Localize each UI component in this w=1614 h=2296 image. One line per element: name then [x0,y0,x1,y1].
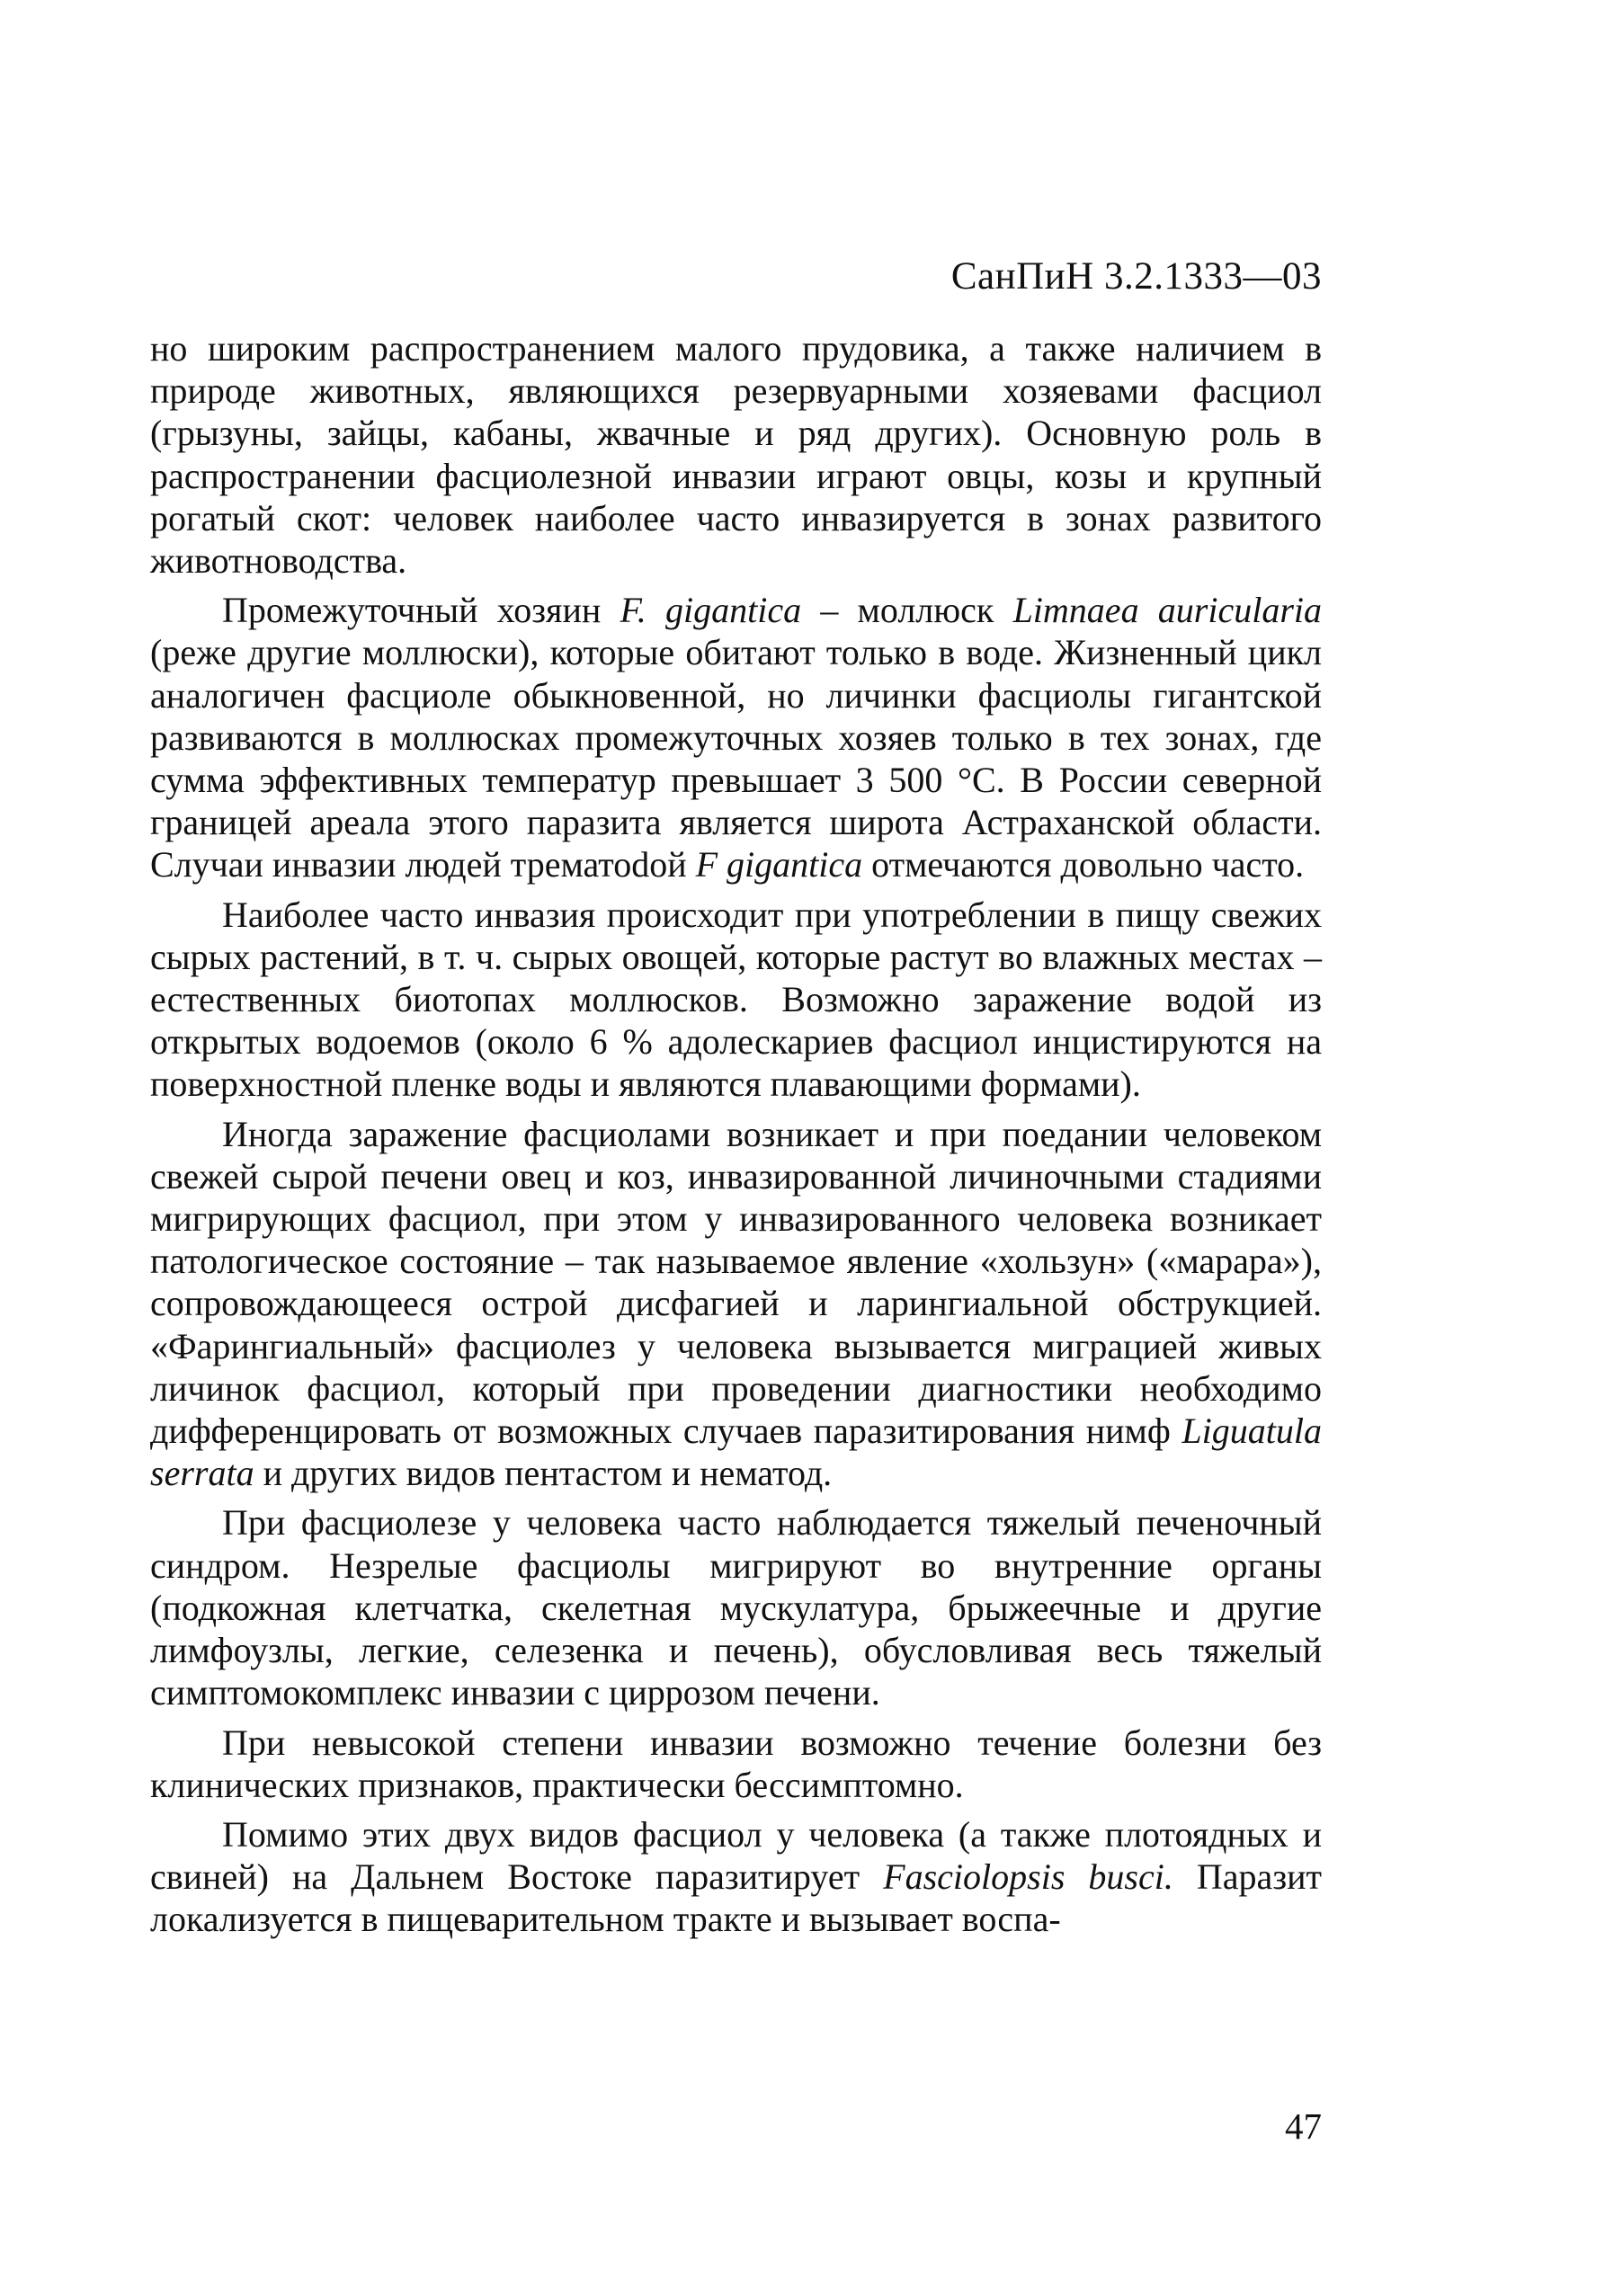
text-run: но широким распространением малого прудовика, а также наличием в природе животных, являющихся резервуарными хозяевами фасциол (грызуны, зайцы, кабаны, жвачные и ряд других). Основную роль в распространении фасциолезной инвазии играют овцы, козы и крупный рогатый скот: человек наиболее часто инвазируется в зонах развитого животноводства. [150,328,1322,582]
paragraph [150,894,1322,1106]
species-name: F. gigantica [620,590,802,631]
paragraph [150,327,1322,582]
running-title: СанПиН 3.2.1333—03 [950,255,1322,298]
paragraph [150,589,1322,885]
species-name: Limnaea auricularia [1012,590,1323,631]
text-run: Помимо этих двух видов фасциол у человека (а также плотоядных и свиней) на Дальнем Востоке паразитирует [150,1813,1322,1898]
paragraph [150,1813,1322,1941]
text-run: Иногда заражение фасциолами возникает и при поедании человеком свежей сырой печени овец и коз, инвазированной личиночными стадиями мигрирующих фасциол, при этом у инвазированного человека возникает патологическое состояние – так называемое явление «хользун» («марара»), сопровождающееся острой дисфагией и ларингиальной обструкцией. «Фарингиальный» фасциолез у человека вызывается миграцией живых личинок фасциол, который при проведении диагностики необходимо дифференцировать от возможных случаев паразитирования нимф [150,1113,1322,1452]
text-run: – моллюск [801,590,1013,631]
text-run: Паразит локализуется в пищеварительном тракте и вызывает воспа- [150,1856,1323,1940]
running-header [951,254,1322,300]
species-name: Liguatula serrata [150,1411,1322,1494]
text-run: (реже другие моллюски), которые обитают только в воде. Жизненный цикл аналогичен фасциоле обыкновенной, но личинки фасциолы гигантской развиваются в моллюсках промежуточных хозяев только в тех зонах, где сумма эффективных температур превышает 3 500 °С. В России северной границей ареала этого паразита является широта Астраханской области. Случаи инвазии людей трематоdой [150,632,1322,885]
text-run: отмечаются довольно часто. [862,844,1305,885]
page-number-value: 47 [1285,2105,1322,2147]
species-name: F gigantica [695,844,863,885]
text-run: При невысокой степени инвазии возможно течение болезни без клинических признаков, практически бессимптомно. [150,1722,1322,1805]
text-run: Наиболее часто инвазия происходит при употреблении в пищу свежих сырых растений, в т. ч. сырых овощей, которые растут во влажных местах – естественных биотопах моллюсков. Возможно заражение водой из открытых водоемов (около 6 % адолескариев фасциол инцистируются на поверхностной пленке воды и являются плавающими формами). [150,894,1322,1105]
paragraph [150,1501,1322,1713]
text-run: и других видов пентастом и нематод. [254,1453,833,1494]
paragraph [150,1113,1322,1495]
species-name: Fasciolopsis busci. [883,1856,1173,1898]
text-run: При фасциолезе у человека часто наблюдается тяжелый печеночный синдром. Незрелые фасциолы мигрируют во внутренние органы (подкожная клетчатка, скелетная мускулатура, брыжеечные и другие лимфоузлы, легкие, селезенка и печень), обусловливая весь тяжелый симптомокомплекс инвазии с циррозом печени. [150,1502,1322,1713]
paragraph [150,1722,1322,1806]
page-number [1285,2104,1322,2149]
text-run: Промежуточный хозяин [222,590,620,631]
main-text [150,327,1322,1948]
